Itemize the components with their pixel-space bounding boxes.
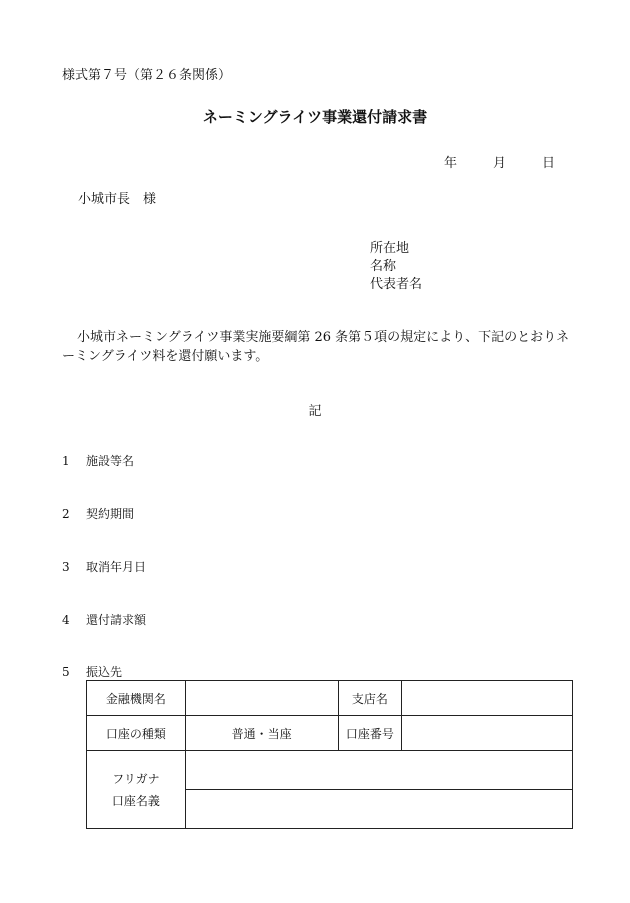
sender-representative-label: 代表者名 (370, 277, 423, 292)
sender-name-label: 名称 (370, 259, 397, 274)
date-day: 日 (542, 156, 556, 171)
account-holder-label: 口座名義 (111, 793, 160, 808)
sender-address-label: 所在地 (370, 241, 410, 256)
account-holder-field[interactable] (185, 790, 572, 829)
furigana-field[interactable] (185, 751, 572, 790)
bank-name-label: 金融機関名 (87, 681, 186, 716)
document-title: ネーミングライツ事業還付請求書 (202, 108, 428, 126)
item-label: 取消年月日 (86, 560, 147, 574)
item-number: 4 (62, 613, 70, 627)
account-number-label: 口座番号 (338, 716, 402, 751)
item-contract-period (62, 505, 134, 522)
date-line (444, 152, 555, 171)
item-label: 還付請求額 (86, 613, 147, 627)
table-row (87, 751, 573, 790)
item-number: 2 (62, 507, 70, 521)
furigana-label: フリガナ (112, 771, 160, 786)
item-refund-amount (62, 611, 146, 628)
account-type-value: 普通・当座 (185, 716, 338, 751)
branch-label: 支店名 (338, 681, 402, 716)
addressee: 小城市長 様 (78, 192, 157, 207)
table-row (87, 681, 573, 716)
date-year: 年 (444, 156, 458, 171)
item-number: 1 (62, 454, 70, 468)
account-type-label: 口座の種類 (87, 716, 186, 751)
item-number: 5 (62, 665, 70, 679)
transfer-table (86, 680, 573, 829)
form-number: 様式第７号（第２６条関係） (62, 68, 232, 83)
body-paragraph: 小城市ネーミングライツ事業実施要綱第 26 条第５項の規定により、下記のとおりネーミングライツ料を還付願います。 (62, 330, 570, 364)
ki-heading: 記 (308, 404, 322, 419)
account-holder-label-cell (87, 751, 186, 829)
item-label: 振込先 (86, 665, 123, 679)
item-transfer-destination (62, 663, 122, 680)
item-facility-name (62, 452, 134, 469)
table-row (87, 716, 573, 751)
date-month: 月 (493, 156, 507, 171)
item-label: 契約期間 (86, 507, 135, 521)
item-label: 施設等名 (86, 454, 135, 468)
bank-name-field[interactable] (185, 681, 338, 716)
item-number: 3 (62, 560, 70, 574)
sender-block (370, 240, 422, 294)
item-cancellation-date (62, 558, 146, 575)
account-number-field[interactable] (402, 716, 573, 751)
branch-field[interactable] (402, 681, 573, 716)
